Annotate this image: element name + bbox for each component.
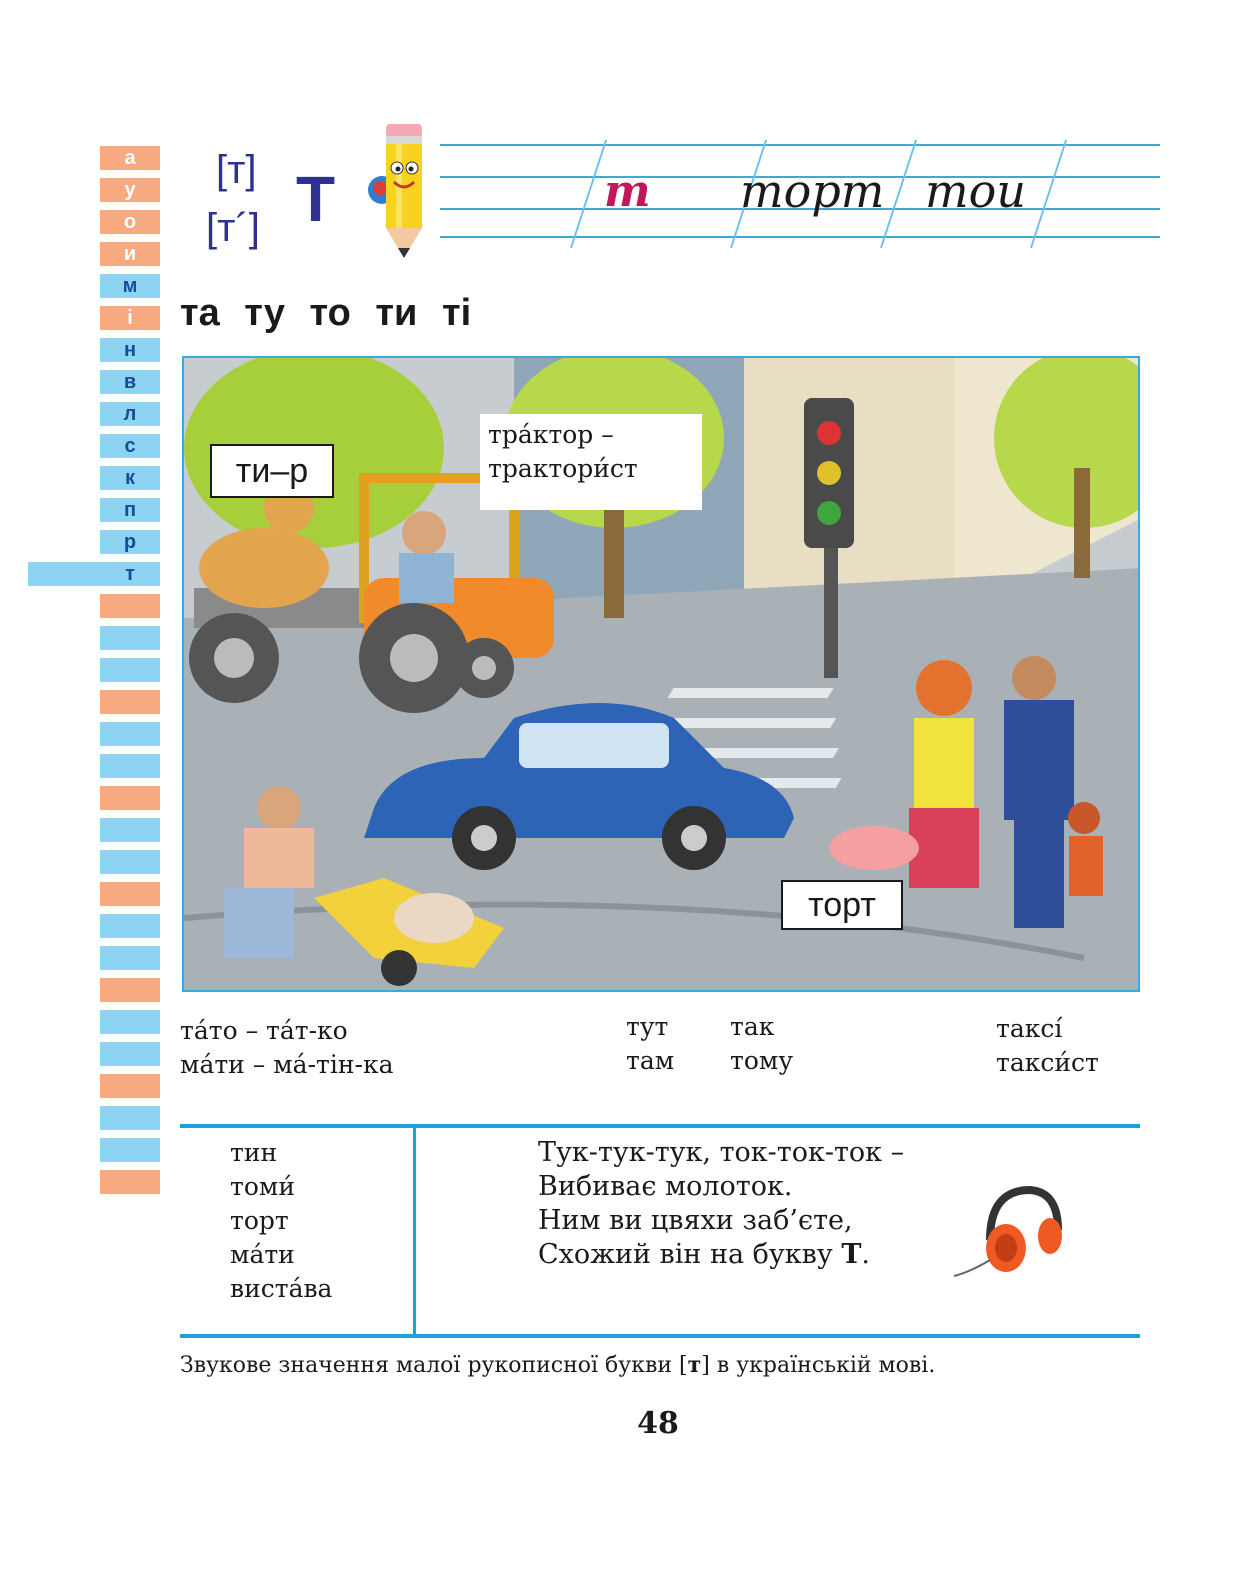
script-words: торт тоu [740,164,1026,218]
word-item: ма́ти – ма́-тін-ка [180,1050,394,1079]
strip-letter-text: р [123,531,137,553]
big-letter: Т [296,163,336,235]
strip-letter-text: а [124,147,136,169]
reading-word-list [230,1136,332,1306]
strip-blank [100,722,160,746]
strip-blank [100,1042,160,1066]
strip-letter [28,562,160,586]
words-col3 [730,1010,793,1078]
label-cake: торт [781,880,903,930]
strip-letter-text: с [124,435,136,457]
strip-letter-text: в [123,371,137,393]
strip-letter [100,434,160,458]
strip-blank [100,626,160,650]
strip-letter-text: и [123,243,137,265]
word-item: так [730,1012,775,1041]
strip-letter [100,178,160,202]
strip-blank [100,754,160,778]
page-number: 48 [637,1406,679,1441]
words-col1 [180,1014,394,1082]
list-item: торт [230,1206,289,1235]
poem-line: Ним ви цвяхи заб’єте, [538,1205,853,1236]
headphones-icon [950,1180,1070,1280]
word-item: тому [730,1046,794,1075]
strip-blank [100,786,160,810]
poem-line-text: Схожий він на букву [538,1239,842,1270]
poem [538,1136,904,1272]
word-item: тут [626,1012,669,1041]
poem-line: Вибиває молоток. [538,1171,793,1202]
strip-blank [100,1074,160,1098]
strip-blank [100,594,160,618]
sound-soft: [т´] [206,206,260,250]
footer-letter: т [687,1352,702,1378]
label-tiger: ти–р [210,444,334,498]
list-item: вистáва [230,1274,333,1303]
strip-blank [100,946,160,970]
strip-letter-text: м [122,275,138,297]
words-col4 [996,1012,1099,1080]
strip-letter [100,210,160,234]
divider-top [180,1124,1140,1128]
footer-note [180,1352,935,1378]
poem-line: Тук-тук-тук, ток-ток-ток – [538,1137,905,1168]
strip-letter [100,338,160,362]
strip-letter [100,402,160,426]
list-item: тин [230,1138,278,1167]
strip-letter [100,466,160,490]
strip-letter [100,370,160,394]
strip-blank [100,850,160,874]
strip-blank [100,978,160,1002]
strip-blank [100,1170,160,1194]
pencil-mascot-icon [366,118,436,260]
strip-blank [100,1010,160,1034]
strip-blank [100,818,160,842]
strip-letter [100,274,160,298]
note-tractor-line1: тра́ктор – [488,420,614,449]
footer-text: Звукове значення малої рукописної букви [ [180,1353,688,1378]
strip-letter [100,242,160,266]
note-tractor-line2: трактори́ст [488,454,638,483]
strip-blank [100,1138,160,1162]
strip-blank [100,690,160,714]
strip-letter-text: к [124,467,135,489]
strip-letter-text: т [125,563,135,585]
script-letter: т [604,166,651,217]
word-item: такси́ст [996,1048,1099,1077]
divider-bottom [180,1334,1140,1338]
list-item: ма́ти [230,1240,295,1269]
strip-blank [100,658,160,682]
poem-line [538,1238,904,1272]
strip-letter-text: н [123,339,137,361]
strip-blank [100,882,160,906]
street-illustration [182,356,1140,992]
strip-letter-text: л [123,403,137,425]
word-item: та́то – та́т-ко [180,1016,348,1045]
list-item: томи́ [230,1172,295,1201]
divider-vertical [413,1126,416,1336]
poem-letter: Т [841,1239,862,1270]
strip-letter-text: п [123,499,137,521]
sound-hard: [т] [216,148,257,192]
footer-text-end: ] в українській мові. [701,1353,936,1378]
word-item: таксі́ [996,1014,1063,1043]
strip-letter-text: о [123,211,137,233]
strip-letter-text: у [124,179,136,201]
strip-letter [100,306,160,330]
strip-blank [100,1106,160,1130]
words-col2 [626,1010,674,1078]
strip-letter [100,146,160,170]
strip-blank [100,914,160,938]
strip-letter [100,530,160,554]
note-tractor [480,414,702,510]
strip-letter-text: і [127,307,133,329]
strip-letter [100,498,160,522]
word-item: там [626,1046,675,1075]
poem-line-end: . [861,1239,871,1270]
syllables-line: та ту то ти ті [180,292,472,334]
